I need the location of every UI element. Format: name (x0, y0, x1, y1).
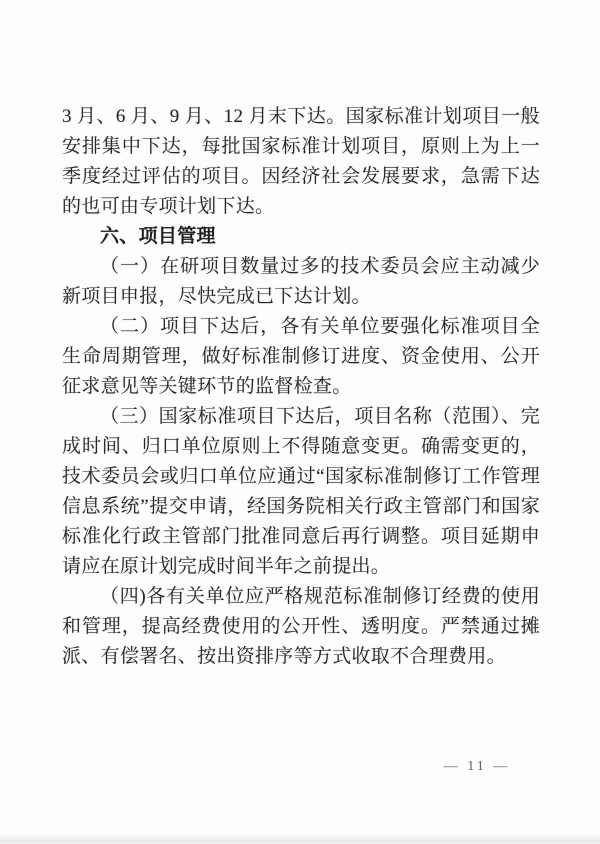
paragraph: 3 月、6 月、9 月、12 月末下达。国家标准计划项目一般安排集中下达，每批国家标准计划项目，原则上为上一季度经过评估的项目。因经济社会发展要求，急需下达的也可由专项计划下达。 (62, 106, 540, 217)
page-number: — 11 — (443, 759, 511, 774)
paragraph: （三）国家标准项目下达后，项目名称（范围）、完成时间、归口单位原则上不得随意变更。确需变更的，技术委员会或归口单位应通过“国家标准制修订工作管理信息系统”提交申请，经国务院相关行政主管部门和国家标准化行政主管部门批准同意后再行调整。项目延期申请应在原计划完成时间半年之前提出。 (62, 406, 540, 577)
paragraph: （四)各有关单位应严格规范标准制修订经费的使用和管理，提高经费使用的公开性、透明度。严禁通过摊派、有偿署名、按出资排序等方式收取不合理费用。 (62, 586, 540, 667)
document-body (62, 102, 540, 672)
paragraph: （一）在研项目数量过多的技术委员会应主动减少新项目申报，尽快完成已下达计划。 (62, 256, 540, 307)
paragraph: （二）项目下达后，各有关单位要强化标准项目全生命周期管理，做好标准制修订进度、资金使用、公开征求意见等关键环节的监督检查。 (62, 316, 540, 397)
scan-edge-shadow (0, 834, 600, 844)
section-heading: 六、项目管理 (100, 226, 216, 247)
